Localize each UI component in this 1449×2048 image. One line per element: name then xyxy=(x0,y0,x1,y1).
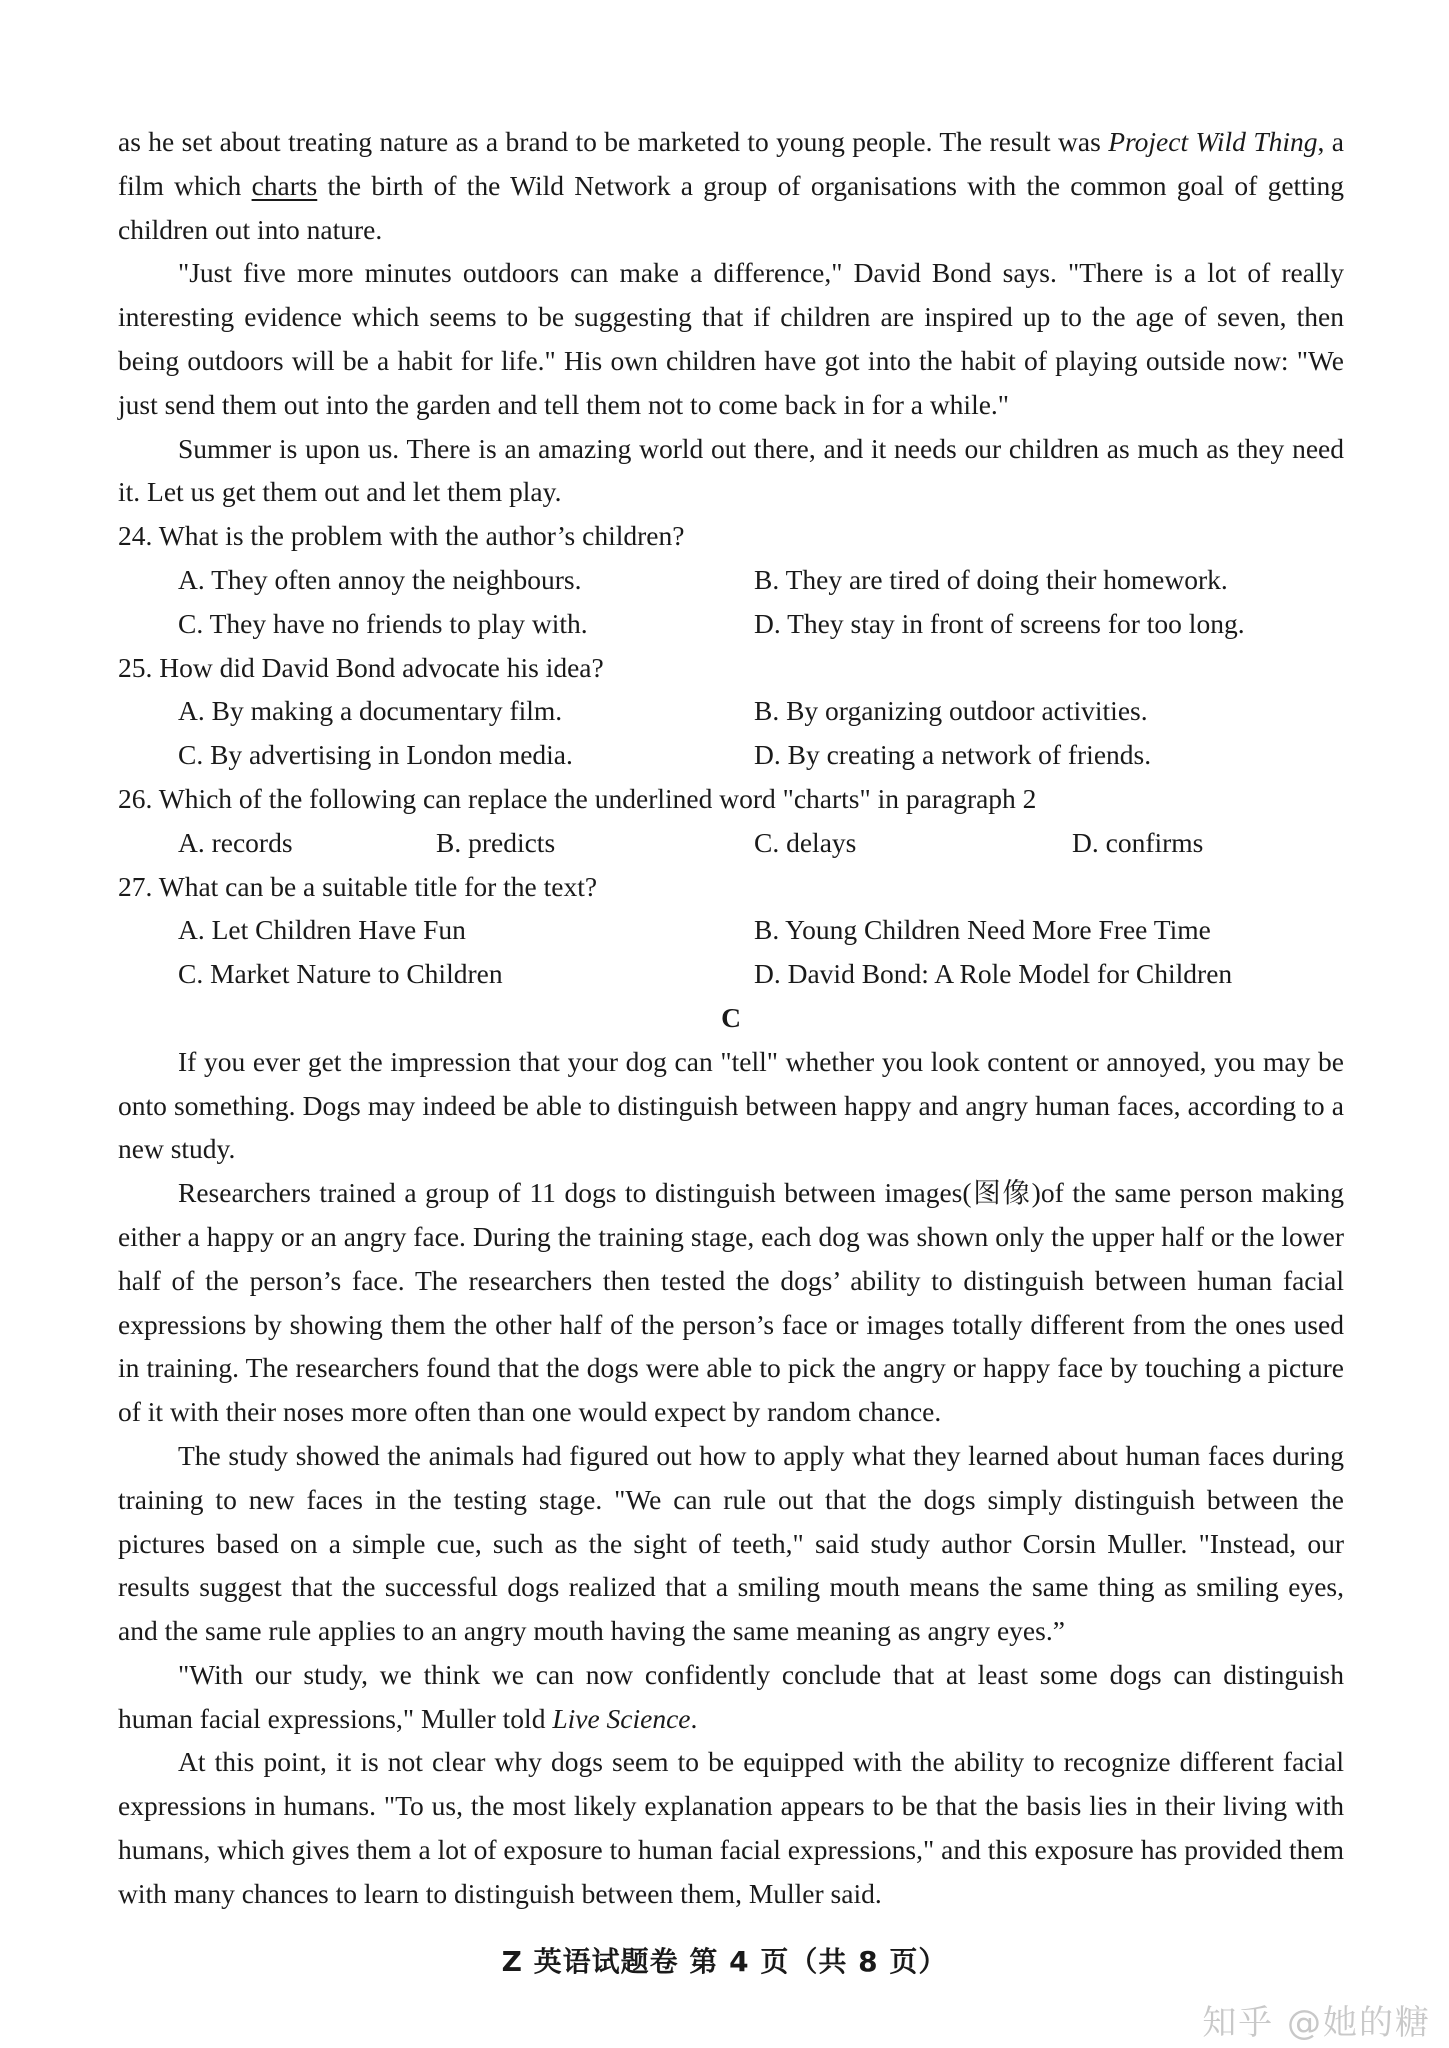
passage-b-paragraph-3: Summer is upon us. There is an amazing world out there, and it needs our children as much as they need it. Let us get them out and let them play. xyxy=(118,432,1344,508)
exam-page xyxy=(118,120,1344,1916)
page-footer: Z 英语试题卷 第 4 页（共 8 页） xyxy=(501,1945,948,1978)
option-b: B. By organizing outdoor activities. xyxy=(754,695,1148,727)
option-b: B. predicts xyxy=(436,826,556,858)
option-c: C. delays xyxy=(754,826,857,858)
passage-b-paragraph-1 xyxy=(118,120,1344,251)
option-a: A. They often annoy the neighbours. xyxy=(178,563,582,595)
question-options xyxy=(118,558,1344,602)
option-a: A. records xyxy=(178,826,293,858)
text-run: "With our study, we think we can now confidently conclude that at least some dogs can distinguish human facial expressions," Muller told xyxy=(118,1658,1344,1734)
option-d: D. confirms xyxy=(1072,826,1204,858)
option-c: C. Market Nature to Children xyxy=(178,958,503,990)
option-a: A. Let Children Have Fun xyxy=(178,914,466,946)
question-stem: 27. What can be a suitable title for the text? xyxy=(118,870,598,902)
text-run: . xyxy=(690,1702,698,1734)
question-options xyxy=(118,908,1344,952)
option-d: D. David Bond: A Role Model for Children xyxy=(754,958,1233,990)
publication-name: Live Science xyxy=(552,1702,691,1734)
passage-b-paragraph-2: "Just five more minutes outdoors can make a difference," David Bond says. "There is a lot of really interesting evidence which seems to be suggesting that if children are inspired up to the age of seven, then being outdoors will be a habit for life." His own children have got into the habit of playing outside now: "We just send them out into the garden and tell them not to come back in for a while." xyxy=(118,257,1344,420)
question-stem: 26. Which of the following can replace the underlined word "charts" in paragraph 2 xyxy=(118,782,1037,814)
text-run: the birth of the Wild Network a group of organisations with the common goal of getting children out into nature. xyxy=(118,169,1344,245)
option-b: B. Young Children Need More Free Time xyxy=(754,914,1211,946)
option-a: A. By making a documentary film. xyxy=(178,695,563,727)
passage-c-paragraph-1: If you ever get the impression that your dog can "tell" whether you look content or annoyed, you may be onto something. Dogs may indeed be able to distinguish between happy and angry human faces, according to a new study. xyxy=(118,1045,1344,1165)
option-d: D. By creating a network of friends. xyxy=(754,739,1152,771)
question-stem: 25. How did David Bond advocate his idea? xyxy=(118,651,604,683)
film-title: Project Wild Thing xyxy=(1108,126,1318,157)
option-c: C. They have no friends to play with. xyxy=(178,607,588,639)
question-options xyxy=(118,733,1344,777)
passage-c-paragraph-4 xyxy=(118,1653,1344,1741)
passage-c-paragraph-5: At this point, it is not clear why dogs seem to be equipped with the ability to recognize different facial expressions in humans. "To us, the most likely explanation appears to be that the basis lies in their living with humans, which gives them a lot of exposure to human facial expressions," and this exposure has provided them with many chances to learn to distinguish between them, Muller said. xyxy=(118,1746,1344,1909)
passage-c-paragraph-3: The study showed the animals had figured out how to apply what they learned about human faces during training to new faces in the testing stage. "We can rule out that the dogs simply distinguish between the pictures based on a simple cue, such as the sight of teeth," said study author Corsin Muller. "Instead, our results suggest that the successful dogs realized that a smiling mouth means the same thing as smiling eyes, and the same rule applies to an angry mouth having the same meaning as angry eyes.” xyxy=(118,1439,1344,1647)
question-options xyxy=(118,689,1344,733)
passage-c-paragraph-2: Researchers trained a group of 11 dogs to distinguish between images(图像)of the same person making either a happy or an angry face. During the training stage, each dog was shown only the upper half or the lower half of the person’s face. The researchers then tested the dogs’ ability to distinguish between human facial expressions by showing them the other half of the person’s face or images totally different from the ones used in training. The researchers found that the dogs were able to pick the angry or happy face by touching a picture of it with their noses more often than one would expect by random chance. xyxy=(118,1177,1344,1428)
option-b: B. They are tired of doing their homework. xyxy=(754,563,1228,595)
question-options xyxy=(118,952,1344,996)
watermark: 知乎 @她的糖 xyxy=(1202,2003,1431,2043)
underlined-word: charts xyxy=(251,169,318,201)
question-options xyxy=(118,821,1344,865)
text-run: , a film which xyxy=(118,126,1344,201)
text-run: as he set about treating nature as a brand to be marketed to young people. The result was xyxy=(118,126,1109,157)
section-heading: C xyxy=(721,1001,741,1033)
option-d: D. They stay in front of screens for too long. xyxy=(754,607,1245,639)
question-stem: 24. What is the problem with the author’s children? xyxy=(118,520,685,552)
question-options xyxy=(118,602,1344,646)
option-c: C. By advertising in London media. xyxy=(178,739,573,771)
